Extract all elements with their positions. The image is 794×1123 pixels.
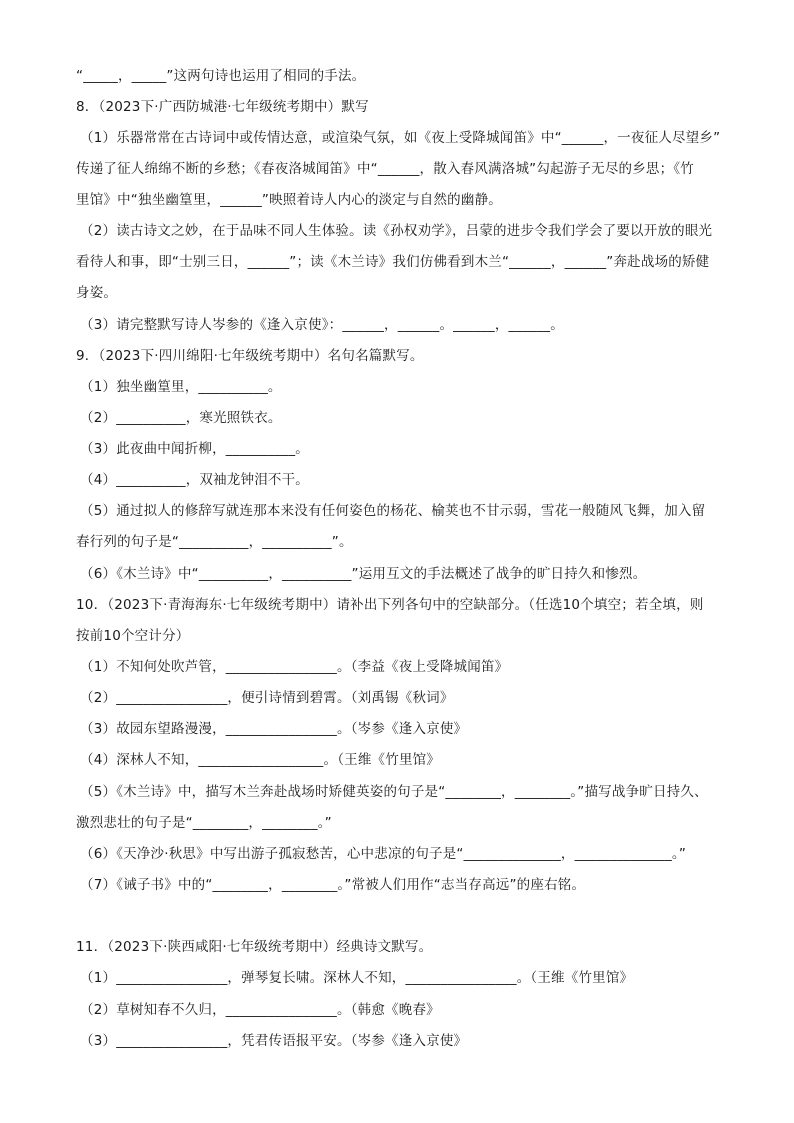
text-line: （6）《天净沙·秋思》中写出游子孤寂愁苦，心中悲凉的句子是“______________，______________。” — [80, 846, 687, 862]
text-line: （3）________________，凭君传语报平安。（岑参《逢入京使》 — [80, 1033, 468, 1049]
text-line: （2）__________，寒光照铁衣。 — [80, 410, 282, 426]
question-heading: 10．（2023下·青海海东·七年级统考期中）请补出下列各句中的空缺部分。（任选10个填空；若全填，则 — [76, 597, 704, 613]
text-line: （6）《木兰诗》中“__________，__________”运用互文的手法概述了战争的旷日持久和惨烈。 — [80, 566, 647, 582]
text-line: （3）请完整默写诗人岑参的《逢入京使》：______，______。______，______。 — [80, 317, 564, 333]
text-line: （7）《诫子书》中的“________，________。”常被人们用作“志当存高远”的座右铭。 — [80, 877, 586, 893]
text-line: （3）故园东望路漫漫，________________。（岑参《逢入京使》 — [80, 721, 468, 737]
text-line: （2）读古诗文之妙，在于品味不同人生体验。读《孙权劝学》，吕蒙的进步令我们学会了要以开放的眼光 — [80, 223, 713, 239]
question-heading: 11．（2023下·陕西咸阳·七年级统考期中）经典诗文默写。 — [76, 939, 433, 955]
question-heading: 8．（2023下·广西防城港·七年级统考期中）默写 — [76, 99, 369, 115]
text-line: “_____，_____”这两句诗也运用了相同的手法。 — [76, 68, 366, 84]
text-line: （4）__________，双袖龙钟泪不干。 — [80, 472, 309, 488]
text-line: 看待人和事，即“士别三日，______”；读《木兰诗》我们仿佛看到木兰“______，______”奔赴战场的矫健 — [76, 254, 710, 270]
text-line: 里馆》中“独坐幽篁里，______”映照着诗人内心的淡定与自然的幽静。 — [76, 192, 502, 208]
text-line: （1）乐器常常在古诗词中或传情达意，或渲染气氛，如《夜上受降城闻笛》中“______，一夜征人尽望乡” — [80, 130, 721, 146]
question-heading: 9．（2023下·四川绵阳·七年级统考期中）名句名篇默写。 — [76, 348, 424, 364]
text-line: （2）草树知春不久归，________________。（韩愈《晚春》 — [80, 1002, 440, 1018]
text-line: （1）________________，弹琴复长啸。深林人不知，________________。（王维《竹里馆》 — [80, 970, 634, 986]
text-line: （2）________________，便引诗情到碧霄。（刘禹锡《秋词》 — [80, 690, 454, 706]
text-line: （4）深林人不知，__________________。（王维《竹里馆》 — [80, 752, 441, 768]
text-line: 传递了征人绵绵不断的乡愁；《春夜洛城闻笛》中“______，散入春风满洛城”勾起游子无尽的乡思；《竹 — [76, 161, 694, 177]
text-line: （1）不知何处吹芦管，________________。（李益《夜上受降城闻笛》 — [80, 659, 509, 675]
text-line: （5）通过拟人的修辞写就连那本来没有任何姿色的杨花、榆荚也不甘示弱，雪花一般随风飞舞，加入留 — [80, 503, 706, 519]
text-line: （1）独坐幽篁里，__________。 — [80, 379, 282, 395]
text-line: 春行列的句子是“__________，__________”。 — [76, 534, 353, 550]
text-line: 按前10个空计分） — [76, 628, 190, 644]
text-line: （3）此夜曲中闻折柳，__________。 — [80, 441, 309, 457]
text-line: 激烈悲壮的句子是“________，________。” — [76, 815, 332, 831]
text-line: （5）《木兰诗》中，描写木兰奔赴战场时矫健英姿的句子是“________，________。”描写战争旷日持久、 — [80, 784, 708, 800]
text-line: 身姿。 — [76, 285, 118, 301]
